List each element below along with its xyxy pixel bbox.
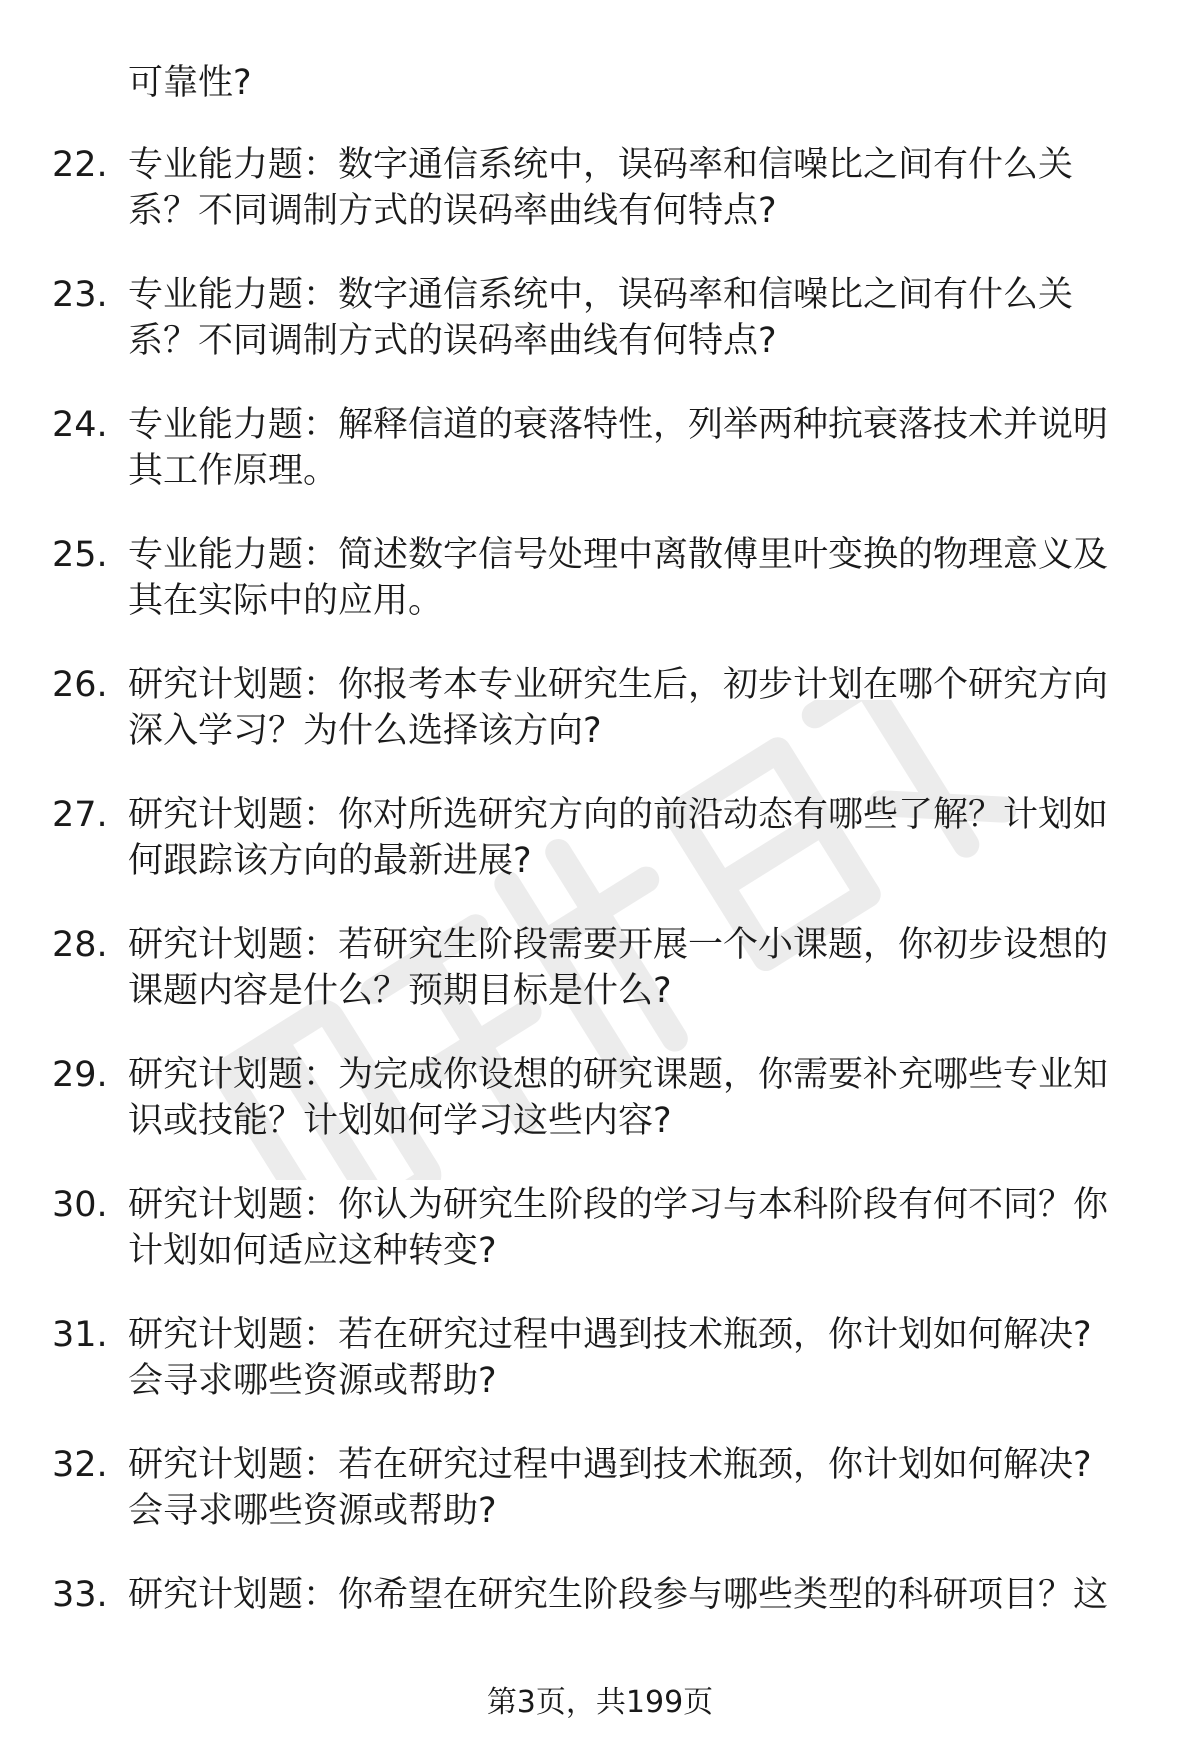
question-text (128, 1572, 1138, 1618)
question-item (0, 922, 1200, 1052)
question-text (128, 402, 1138, 494)
question-text-line: 专业能力题：解释信道的衰落特性，列举两种抗衰落技术并说明 (128, 405, 1109, 445)
question-text-line: 识或技能？计划如何学习这些内容? (128, 1101, 672, 1141)
question-item (0, 532, 1200, 662)
question-text-line: 系？不同调制方式的误码率曲线有何特点? (128, 321, 777, 361)
question-item (0, 792, 1200, 922)
question-text-line: 专业能力题：数字通信系统中，误码率和信噪比之间有什么关 (128, 275, 1074, 315)
question-item (0, 272, 1200, 402)
question-text-line: 研究计划题：若在研究过程中遇到技术瓶颈，你计划如何解决? (128, 1315, 1092, 1355)
question-item (0, 1182, 1200, 1312)
question-text-line: 研究计划题：你对所选研究方向的前沿动态有哪些了解？计划如 (128, 795, 1109, 835)
question-number: 26. (52, 665, 108, 705)
question-number: 29. (52, 1055, 108, 1095)
question-item (0, 1442, 1200, 1572)
question-text-line: 课题内容是什么？预期目标是什么? (128, 971, 672, 1011)
question-text (128, 662, 1138, 754)
question-number: 25. (52, 535, 108, 575)
question-number: 28. (52, 925, 108, 965)
question-text-line: 计划如何适应这种转变? (128, 1231, 497, 1271)
question-text (128, 532, 1138, 624)
question-number: 27. (52, 795, 108, 835)
question-list (0, 142, 1200, 1702)
question-text-line: 系？不同调制方式的误码率曲线有何特点? (128, 191, 777, 231)
question-text-line: 研究计划题：若在研究过程中遇到技术瓶颈，你计划如何解决? (128, 1445, 1092, 1485)
question-number: 30. (52, 1185, 108, 1225)
question-text (128, 1442, 1138, 1534)
question-number: 33. (52, 1575, 108, 1615)
question-text (128, 1052, 1138, 1144)
question-text-line: 研究计划题：若研究生阶段需要开展一个小课题，你初步设想的 (128, 925, 1109, 965)
question-text-line: 研究计划题：你希望在研究生阶段参与哪些类型的科研项目？这 (128, 1575, 1109, 1615)
question-text (128, 922, 1138, 1014)
question-text-line: 会寻求哪些资源或帮助? (128, 1491, 497, 1531)
question-item (0, 142, 1200, 272)
question-text (128, 792, 1138, 884)
question-text-line: 会寻求哪些资源或帮助? (128, 1361, 497, 1401)
question-text (128, 272, 1138, 364)
question-text (128, 1182, 1138, 1274)
question-number: 23. (52, 275, 108, 315)
question-text (128, 1312, 1138, 1404)
question-item (0, 1052, 1200, 1182)
question-text-line: 何跟踪该方向的最新进展? (128, 841, 532, 881)
question-item (0, 402, 1200, 532)
question-number: 31. (52, 1315, 108, 1355)
question-text-line: 其工作原理。 (128, 451, 339, 491)
question-text-line: 研究计划题：你报考本专业研究生后，初步计划在哪个研究方向 (128, 665, 1109, 705)
question-text-line: 研究计划题：为完成你设想的研究课题，你需要补充哪些专业知 (128, 1055, 1109, 1095)
question-text-line: 研究计划题：你认为研究生阶段的学习与本科阶段有何不同？你 (128, 1185, 1109, 1225)
question-item (0, 662, 1200, 792)
question-number: 22. (52, 145, 108, 185)
question-text-line: 深入学习？为什么选择该方向? (128, 711, 602, 751)
question-item (0, 1312, 1200, 1442)
question-number: 24. (52, 405, 108, 445)
question-text-line: 专业能力题：简述数字信号处理中离散傅里叶变换的物理意义及 (128, 535, 1109, 575)
question-text-line: 专业能力题：数字通信系统中，误码率和信噪比之间有什么关 (128, 145, 1074, 185)
page-footer: 第3页，共199页 (486, 1685, 714, 1720)
question-number: 32. (52, 1445, 108, 1485)
continuation-text: 可靠性? (128, 63, 252, 103)
question-text (128, 142, 1138, 234)
question-text-line: 其在实际中的应用。 (128, 581, 444, 621)
